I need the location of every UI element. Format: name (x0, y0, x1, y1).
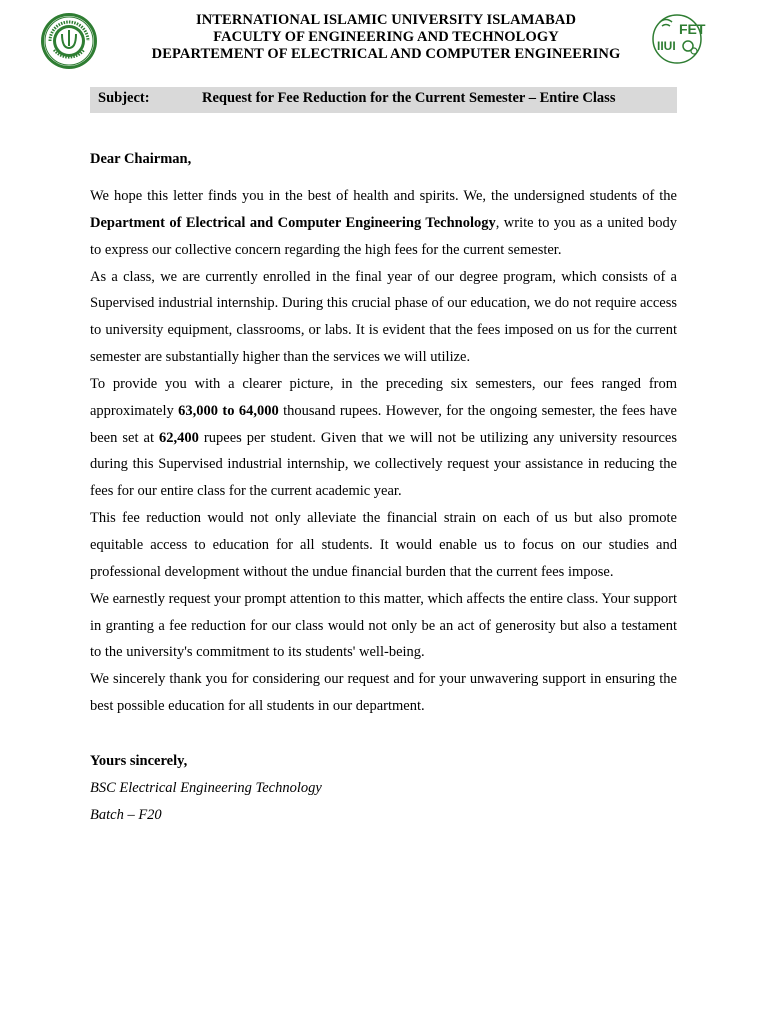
department-emphasis: Department of Electrical and Computer Engineering Technology (90, 214, 496, 231)
letterhead (100, 12, 672, 63)
university-seal-logo (40, 12, 98, 70)
university-name: INTERNATIONAL ISLAMIC UNIVERSITY ISLAMABAD (195, 12, 577, 28)
previous-fee-range: 63,000 to 64,000 (178, 402, 279, 419)
paragraph-3 (90, 371, 677, 505)
paragraph-1-text-c: , write to you as a united body to express our collective concern regarding the high fees for the current semester. (90, 214, 677, 258)
fet-logo-top-text: FET (679, 21, 706, 37)
subject-label: Subject: (98, 90, 150, 106)
signoff: Yours sincerely, (90, 753, 188, 769)
subject-bar (90, 87, 677, 113)
paragraph-3-text-e: rupees per student. Given that we will not be utilizing any university resources during this Supervised industrial internship, we collectively request your assistance in reducing the fees for our entire class for the current academic year. (90, 429, 677, 500)
paragraph-2: As a class, we are currently enrolled in the final year of our degree program, which consists of a Supervised industrial internship. During this crucial phase of our education, we do not require access to university equipment, classrooms, or labs. It is evident that the fees imposed on us for the current semester are substantially higher than the services we will utilize. (90, 268, 677, 366)
fet-logo-bottom-text: IIUI (657, 39, 676, 53)
subject-text: Request for Fee Reduction for the Current Semester – Entire Class (202, 90, 616, 106)
department-name: DEPARTEMENT OF ELECTRICAL AND COMPUTER ENGINEERING (151, 46, 621, 62)
paragraph-4: This fee reduction would not only alleviate the financial strain on each of us but also promote equitable access to education for all students. It would enable us to focus on our studies and professional development without the undue financial burden that the current fees impose. (90, 510, 677, 580)
paragraph-1-text-a: We hope this letter finds you in the best of health and spirits. We, the undersigned students of the (90, 188, 677, 204)
batch-name: Batch – F20 (90, 807, 162, 823)
current-fee: 62,400 (159, 429, 199, 446)
paragraph-6: We sincerely thank you for considering our request and for your unwavering support in ensuring the best possible education for all students in our department. (90, 671, 677, 715)
faculty-name: FACULTY OF ENGINEERING AND TECHNOLOGY (213, 29, 559, 45)
closing-block (90, 748, 322, 829)
program-name: BSC Electrical Engineering Technology (90, 780, 322, 796)
salutation: Dear Chairman, (90, 151, 192, 167)
paragraph-5: We earnestly request your prompt attention to this matter, which affects the entire class. Your support in granting a fee reduction for our class would not only be an act of generosity but also a testament to the university's commitment to its students' well-being. (90, 590, 677, 661)
paragraph-3-text-c: thousand rupees. However, for the ongoing semester, the fees have been set at (90, 402, 677, 446)
paragraph-3-text-a: To provide you with a clearer picture, in the preceding six semesters, our fees ranged from approximately (90, 375, 677, 419)
paragraph-1 (90, 183, 677, 264)
letter-body (90, 183, 677, 720)
fet-logo (652, 12, 706, 66)
